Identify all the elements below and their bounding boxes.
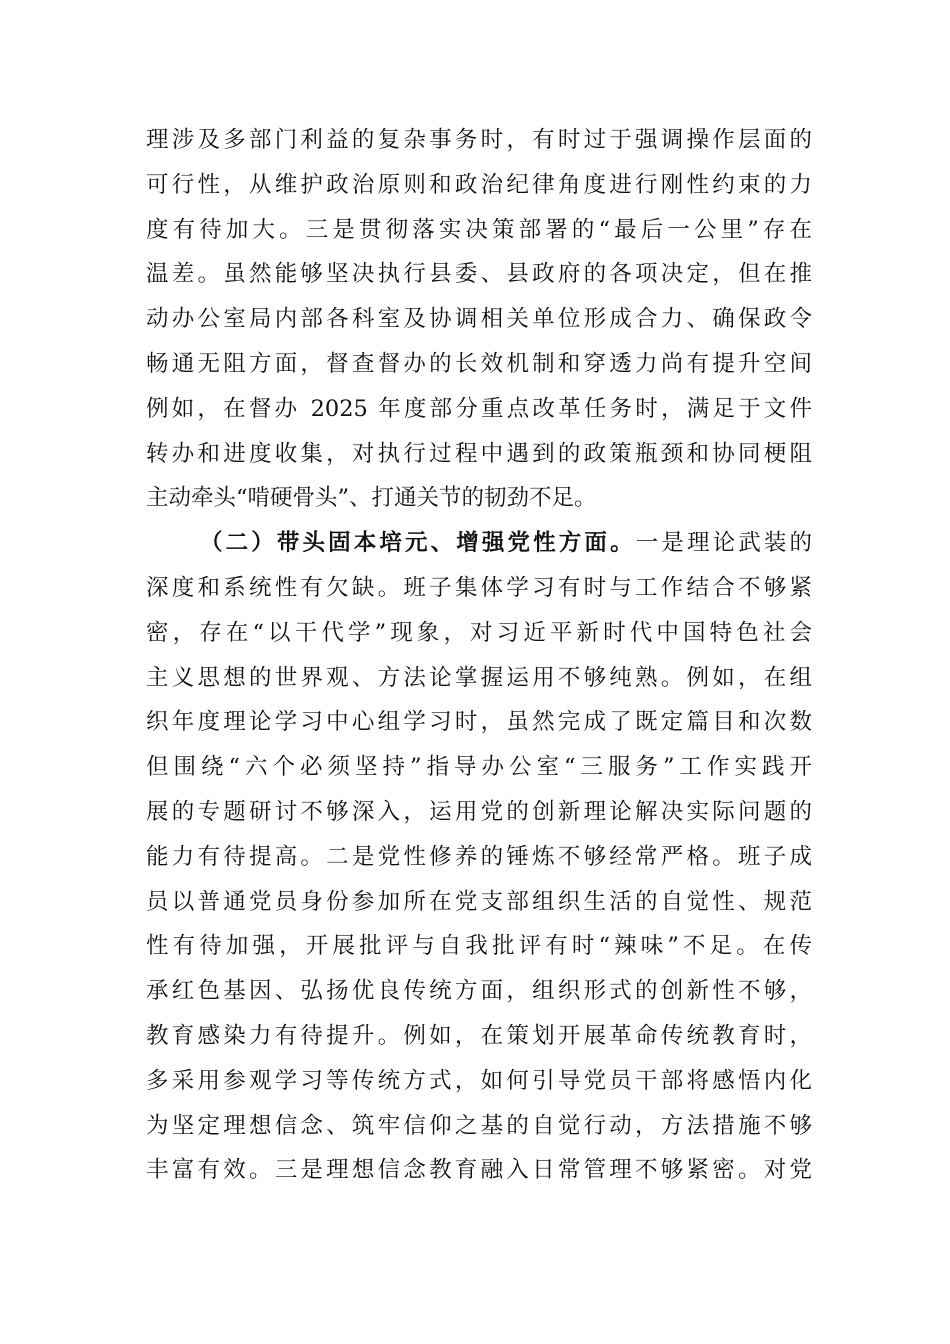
- text-line: 理涉及多部门利益的复杂事务时，有时过于强调操作层面的: [146, 127, 812, 153]
- text-line: 密，存在“以干代学”现象，对习近平新时代中国特色社会: [146, 619, 812, 646]
- text-line: 主义思想的世界观、方法论掌握运用不够纯熟。例如，在组: [146, 664, 812, 691]
- text-line: 温差。虽然能够坚决执行县委、县政府的各项决定，但在推: [146, 261, 812, 288]
- section-first-line-rest: 一是理论武装的: [635, 530, 812, 557]
- text-line: 多采用参观学习等传统方式，如何引导党员干部将感悟内化: [146, 1067, 812, 1094]
- text-line: 性有待加强，开展批评与自我批评有时“辣味”不足。在传: [146, 933, 812, 960]
- text-line: 可行性，从维护政治原则和政治纪律角度进行刚性约束的力: [146, 171, 812, 198]
- text-line: 度有待加大。三是贯彻落实决策部署的“最后一公里”存在: [146, 216, 812, 243]
- text-line: 教育感染力有待提升。例如，在策划开展革命传统教育时，: [146, 1022, 812, 1049]
- text-line: 但围绕“六个必须坚持”指导办公室“三服务”工作实践开: [146, 754, 812, 781]
- text-line: 织年度理论学习中心组学习时，虽然完成了既定篇目和次数: [146, 709, 812, 736]
- text-line: 丰富有效。三是理想信念教育融入日常管理不够紧密。对党: [146, 1157, 812, 1184]
- section-first-line: [146, 521, 812, 566]
- text-line: 展的专题研讨不够深入，运用党的创新理论解决实际问题的: [146, 798, 812, 825]
- text-line: 动办公室局内部各科室及协调相关单位形成合力、确保政令: [146, 306, 812, 333]
- text-line: 员以普通党员身份参加所在党支部组织生活的自觉性、规范: [146, 888, 812, 915]
- text-line: 深度和系统性有欠缺。班子集体学习有时与工作结合不够紧: [146, 574, 812, 601]
- text-line: 承红色基因、弘扬优良传统方面，组织形式的创新性不够，: [146, 978, 812, 1005]
- text-line: 转办和进度收集，对执行过程中遇到的政策瓶颈和协同梗阻: [146, 440, 812, 467]
- text-line: 为坚定理想信念、筑牢信仰之基的自觉行动，方法措施不够: [146, 1112, 812, 1139]
- text-line: 例如，在督办 2025 年度部分重点改革任务时，满足于文件: [146, 395, 812, 422]
- body-text: [146, 118, 812, 1193]
- text-line: 畅通无阻方面，督查督办的长效机制和穿透力尚有提升空间: [146, 350, 812, 377]
- section-heading: （二）带头固本培元、增强党性方面。: [200, 530, 636, 557]
- text-line: 能力有待提高。二是党性修养的锤炼不够经常严格。班子成: [146, 843, 812, 870]
- text-line: 主动牵头“啃硬骨头”、打通关节的韧劲不足。: [146, 485, 597, 512]
